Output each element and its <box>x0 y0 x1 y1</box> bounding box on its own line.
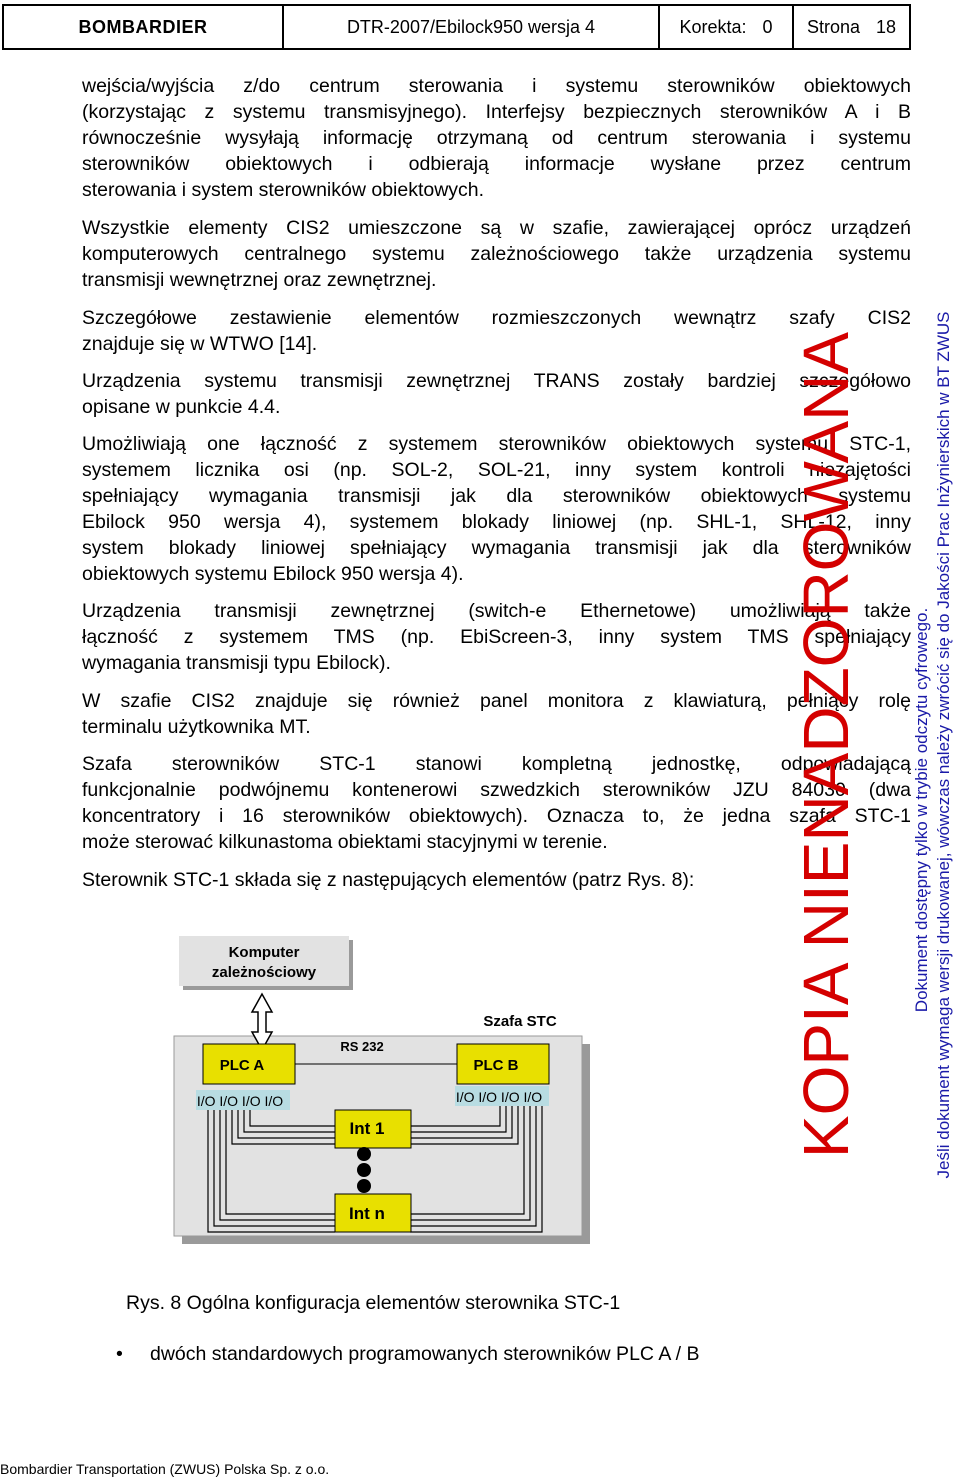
paragraph-6 <box>82 598 911 676</box>
text-line: Szczegółowe zestawienie elementów rozmieszczonych wewnątrz szafy CIS2 <box>82 307 911 329</box>
plc-b-label: PLC B <box>473 1057 519 1074</box>
paragraph-8 <box>82 751 911 855</box>
text-line: Szafa sterowników STC-1 stanowi kompletną jednostkę, odpowiadającą <box>82 753 911 775</box>
company-logo: BOMBARDIER <box>4 6 284 48</box>
ellipsis-dot <box>357 1163 371 1177</box>
revision-label: Korekta: <box>679 16 747 37</box>
text-line: koncentratory i 16 sterowników obiektowych). Oznacza to, że jedna szafa STC-1 <box>82 805 911 827</box>
text-line: (korzystając z systemu transmisyjnego). Interfejsy bezpiecznych sterowników A i B <box>82 101 911 123</box>
text-line: terminalu użytkownika MT. <box>82 716 311 738</box>
watermark-line-1: Dokument dostępny tylko w trybie odczytu cyfrowego. <box>912 607 931 1013</box>
ellipsis-dot <box>357 1147 371 1161</box>
text-line: Urządzenia systemu transmisji zewnętrznej TRANS zostały bardziej szczegółowo <box>82 370 911 392</box>
text-line: funkcjonalnie podwójnemu kontenerowi szwedzkich sterowników JZU 84030 (dwa <box>82 779 911 801</box>
watermark-uncontrolled-copy: KOPIA NIENADZOROWANA <box>790 331 862 1159</box>
page-label: Strona <box>806 16 860 37</box>
bullet-icon: • <box>116 1343 123 1365</box>
revision-value: 0 <box>762 16 773 37</box>
cabinet-label: Szafa STC <box>483 1013 557 1030</box>
revision-cell <box>660 6 794 48</box>
bullet-item <box>116 1343 700 1366</box>
paragraph-2 <box>82 215 911 293</box>
io-b-label: I/O I/O I/O I/O <box>455 1089 543 1105</box>
text-line: sterowania i system sterowników obiektowych. <box>82 179 485 201</box>
text-line: sterowników obiektowych i odbierają informacje wysłane przez centrum <box>82 153 911 175</box>
text-line: Sterownik STC-1 składa się z następujących elementów (patrz Rys. 8): <box>82 869 695 891</box>
rs232-label: RS 232 <box>340 1039 384 1054</box>
intn-label: Int n <box>349 1204 385 1223</box>
text-line: łączność z systemem TMS (np. EbiScreen-3, inny system TMS spełniający <box>82 626 911 648</box>
text-line: W szafie CIS2 znajduje się również panel monitora z klawiaturą, pełniący rolę <box>82 690 911 712</box>
figure-caption: Rys. 8 Ogólna konfiguracja elementów sterownika STC-1 <box>126 1292 621 1314</box>
page-footer: Bombardier Transportation (ZWUS) Polska Sp. z o.o. <box>0 1461 330 1477</box>
stc-diagram <box>170 932 590 1252</box>
text-line: Ebilock 950 wersja 4), systemem blokady liniowej (np. SHL-1, SHL-12, inny <box>82 511 911 533</box>
text-line: Wszystkie elementy CIS2 umieszczone są w szafie, zawierającej oprócz urządzeń <box>82 217 911 239</box>
paragraph-5 <box>82 431 911 587</box>
int1-label: Int 1 <box>349 1119 385 1138</box>
paragraph-7 <box>82 688 911 740</box>
text-line: spełniający wymagania transmisji jak dla sterowników obiektowych systemu <box>82 485 911 507</box>
paragraph-9 <box>82 867 911 893</box>
page-number: 18 <box>876 16 897 37</box>
text-line: komputerowych centralnego systemu zależnościowego także urządzenia systemu <box>82 243 911 265</box>
text-line: wejścia/wyjścia z/do centrum sterowania i systemu sterowników obiektowych <box>82 75 911 97</box>
text-line: może sterować kilkunastoma obiektami stacyjnymi w terenie. <box>82 831 608 853</box>
text-line: Urządzenia transmisji zewnętrznej (switch-e Ethernetowe) umożliwiają także <box>82 600 911 622</box>
text-line: znajduje się w WTWO [14]. <box>82 333 318 355</box>
computer-label-1: Komputer <box>228 944 300 961</box>
text-line: transmisji wewnętrznej oraz zewnętrznej. <box>82 269 437 291</box>
paragraph-4 <box>82 368 911 420</box>
paragraph-3 <box>82 305 911 357</box>
text-line: system blokady liniowej spełniający wymagania transmisji jak dla sterowników <box>82 537 911 559</box>
ellipsis-dot <box>357 1179 371 1193</box>
text-line: obiektowych systemu Ebilock 950 wersja 4). <box>82 563 464 585</box>
text-line: Umożliwiają one łączność z systemem sterowników obiektowych systemu STC-1, <box>82 433 911 455</box>
text-line: opisane w punkcie 4.4. <box>82 396 281 418</box>
page-number-cell <box>794 6 909 48</box>
watermark-line-2: Jeśli dokument wymaga wersji drukowanej, wówczas należy zwrócić się do Jakości Prac Inżynierskich w BT ZWUS <box>934 311 953 1179</box>
text-line: systemem licznika osi (np. SOL-2, SOL-21, inny system kontroli niezajętości <box>82 459 911 481</box>
document-id: DTR-2007/Ebilock950 wersja 4 <box>284 6 660 48</box>
plc-a-label: PLC A <box>219 1057 265 1074</box>
paragraph-1 <box>82 73 911 203</box>
page-header <box>2 4 911 50</box>
text-line: wymagania transmisji typu Ebilock). <box>82 652 391 674</box>
computer-label-2: zależnościowy <box>211 964 317 981</box>
io-a-label: I/O I/O I/O I/O <box>196 1093 284 1109</box>
text-line: równocześnie wysyłają informację otrzymaną od centrum sterowania i systemu <box>82 127 911 149</box>
bullet-text: dwóch standardowych programowanych sterowników PLC A / B <box>150 1343 700 1365</box>
